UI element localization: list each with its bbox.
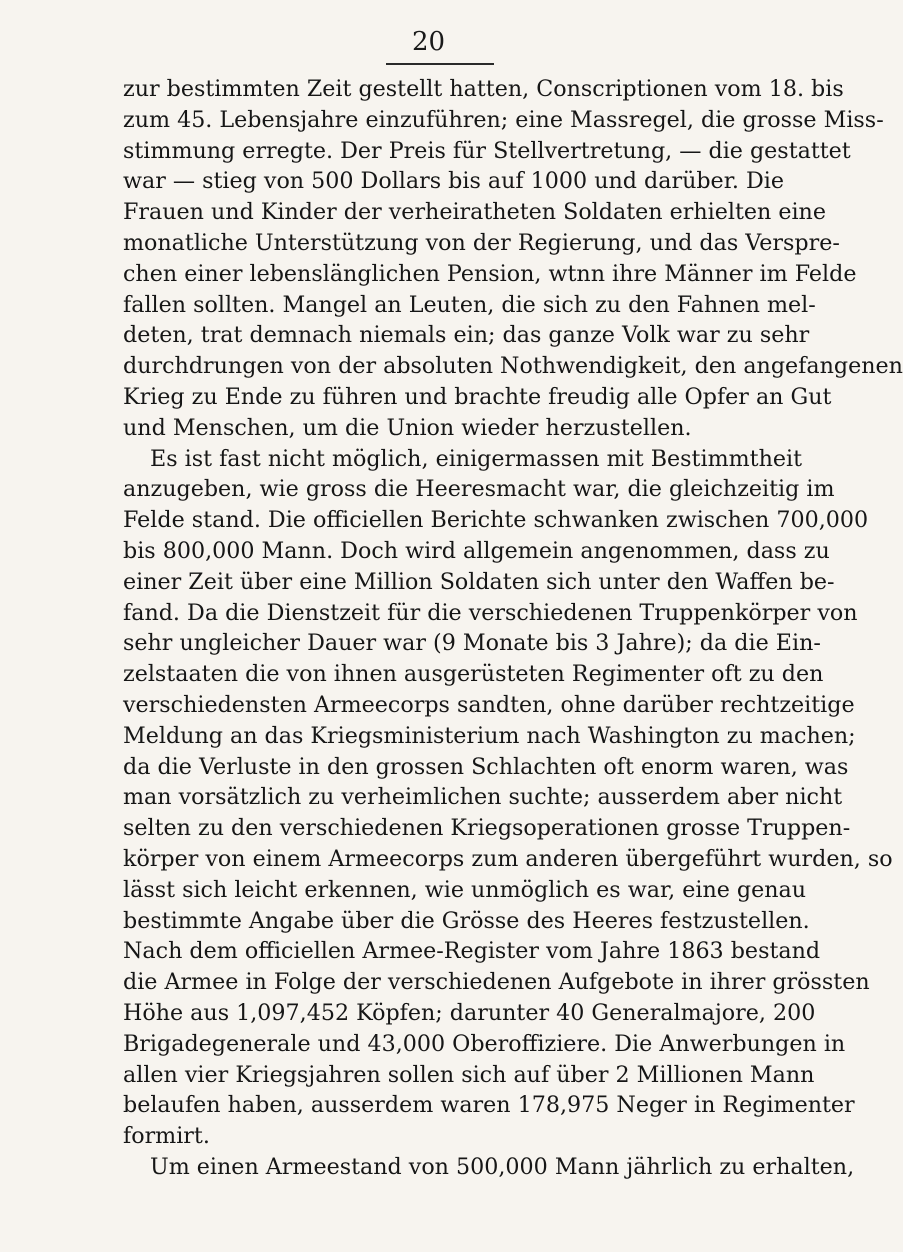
- text-line: chen einer lebenslänglichen Pension, wtnn ihre Männer im Felde: [123, 260, 857, 287]
- text-line: und Menschen, um die Union wieder herzustellen.: [123, 414, 692, 441]
- text-line: Felde stand. Die officiellen Berichte schwanken zwischen 700,000: [123, 507, 869, 534]
- text-line: zum 45. Lebensjahre einzuführen; eine Massregel, die grosse Miss-: [123, 106, 884, 133]
- text-line: zelstaaten die von ihnen ausgerüsteten Regimenter oft zu den: [123, 661, 824, 688]
- text-line: stimmung erregte. Der Preis für Stellvertretung, — die gestattet: [123, 137, 851, 164]
- text-line: zur bestimmten Zeit gestellt hatten, Conscriptionen vom 18. bis: [123, 76, 844, 102]
- text-line: allen vier Kriegsjahren sollen sich auf über 2 Millionen Mann: [123, 1061, 815, 1088]
- text-line: monatliche Unterstützung von der Regierung, und das Verspre-: [123, 229, 840, 256]
- text-line: Frauen und Kinder der verheiratheten Soldaten erhielten eine: [123, 199, 826, 226]
- text-line: körper von einem Armeecorps zum anderen übergeführt wurden, so: [123, 845, 893, 872]
- text-line: Nach dem officiellen Armee-Register vom Jahre 1863 bestand: [123, 938, 821, 965]
- text-line: Es ist fast nicht möglich, einigermassen mit Bestimmtheit: [150, 445, 802, 472]
- text-line: bis 800,000 Mann. Doch wird allgemein angenommen, dass zu: [123, 537, 830, 564]
- text-line: anzugeben, wie gross die Heeresmacht war, die gleichzeitig im: [123, 476, 835, 503]
- text-line: Krieg zu Ende zu führen und brachte freudig alle Opfer an Gut: [123, 383, 832, 410]
- text-line: lässt sich leicht erkennen, wie unmöglich es war, eine genau: [123, 876, 807, 903]
- text-line: war — stieg von 500 Dollars bis auf 1000 und darüber. Die: [123, 168, 784, 195]
- page-number-rule: [386, 63, 494, 65]
- text-line: Meldung an das Kriegsministerium nach Washington zu machen;: [123, 722, 856, 749]
- text-line: fand. Da die Dienstzeit für die verschiedenen Truppenkörper von: [123, 599, 858, 626]
- text-line: selten zu den verschiedenen Kriegsoperationen grosse Truppen-: [123, 815, 851, 842]
- text-line: Um einen Armeestand von 500,000 Mann jährlich zu erhalten,: [150, 1153, 855, 1180]
- text-line: Brigadegenerale und 43,000 Oberoffiziere. Die Anwerbungen in: [123, 1030, 846, 1057]
- text-line: fallen sollten. Mangel an Leuten, die sich zu den Fahnen mel-: [123, 291, 816, 318]
- text-line: durchdrungen von der absoluten Nothwendigkeit, den angefangenen: [123, 353, 903, 380]
- text-line: belaufen haben, ausserdem waren 178,975 Neger in Regimenter: [123, 1092, 855, 1119]
- text-line: einer Zeit über eine Million Soldaten sich unter den Waffen be-: [123, 568, 835, 595]
- text-line: deten, trat demnach niemals ein; das ganze Volk war zu sehr: [123, 322, 810, 349]
- text-line: bestimmte Angabe über die Grösse des Heeres festzustellen.: [123, 907, 810, 934]
- text-line: verschiedensten Armeecorps sandten, ohne darüber rechtzeitige: [123, 691, 855, 718]
- body-text: [123, 74, 903, 1183]
- text-line: formirt.: [123, 1123, 210, 1150]
- text-line: die Armee in Folge der verschiedenen Aufgebote in ihrer grössten: [123, 969, 870, 996]
- text-line: man vorsätzlich zu verheimlichen suchte; ausserdem aber nicht: [123, 784, 843, 811]
- page-number: 20: [412, 27, 446, 57]
- text-line: Höhe aus 1,097,452 Köpfen; darunter 40 Generalmajore, 200: [123, 999, 816, 1026]
- text-line: sehr ungleicher Dauer war (9 Monate bis 3 Jahre); da die Ein-: [123, 630, 821, 657]
- text-line: da die Verluste in den grossen Schlachten oft enorm waren, was: [123, 753, 849, 780]
